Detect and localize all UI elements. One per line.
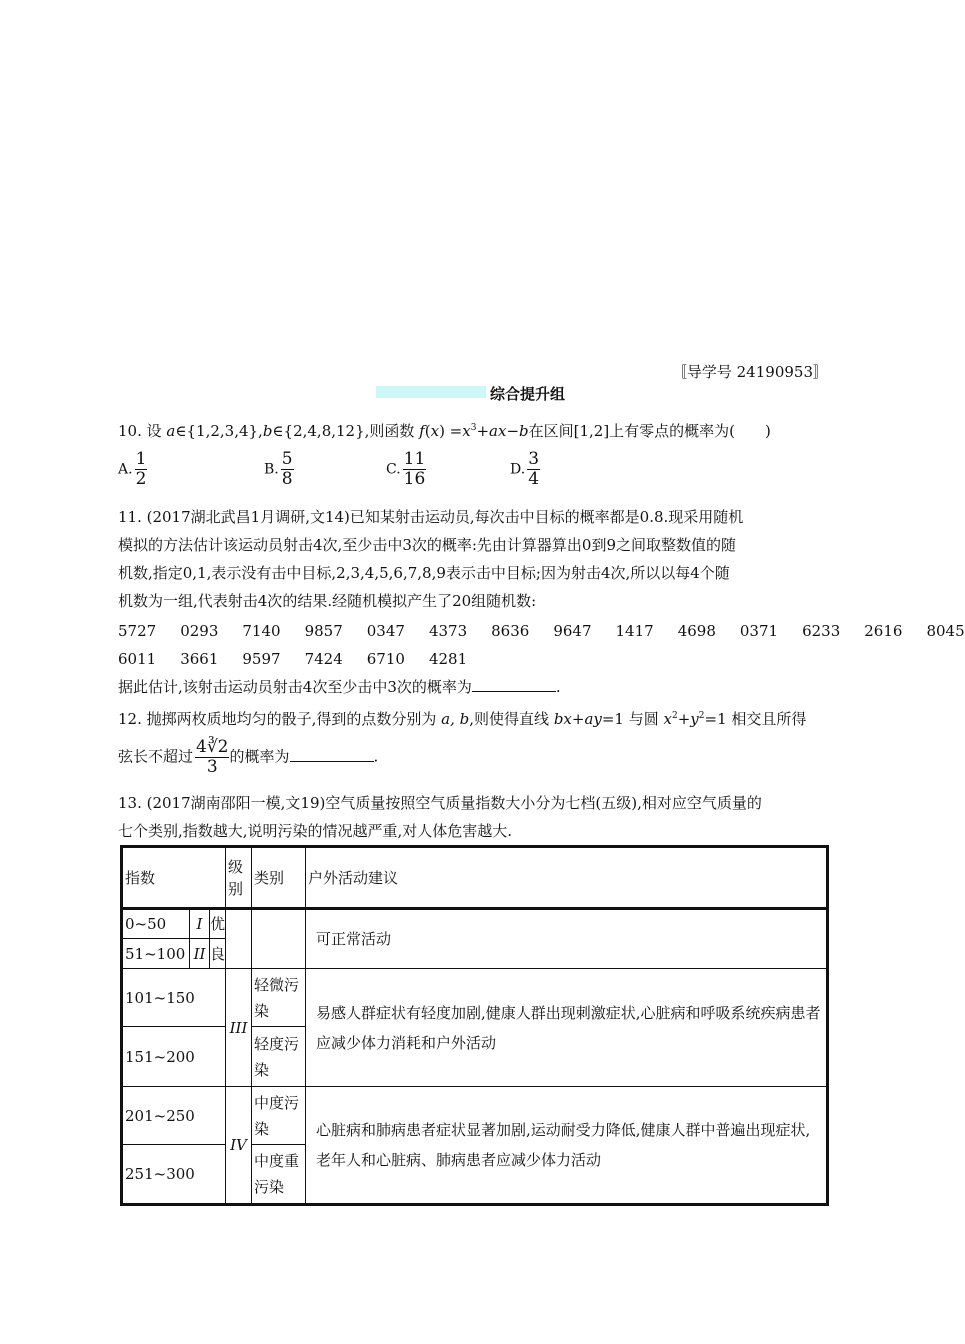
question-11-line-3: 机数,指定0,1,表示没有击中目标,2,3,4,5,6,7,8,9表示击中目标;因为射击4次,所以以每4个随 [118,564,730,582]
index-range: 51~100 [122,939,190,969]
fraction: $\frac{5}{8}$ [281,449,293,489]
question-11-line-2: 模拟的方法估计该运动员射击4次,至少击中3次的概率:先由计算器算出0到9之间取整数值的随 [118,536,736,554]
random-numbers-row-1: 5727 0293 7140 9857 0347 4373 8636 9647 1417 4698 0371 6233 2616 8045 [118,622,965,640]
table-row [122,969,828,1027]
type: 优 [210,909,226,939]
question-12-line-1: 12. 抛掷两枚质地均匀的骰子,得到的点数分别为 a, b,则使得直线 bx+ay=1 与圆 $x^2+y^2=1$ 相交且所得 [118,710,807,728]
index-range: 101~150 [122,969,226,1027]
question-10: 10. 设 a∈{1,2,3,4},b∈{2,4,8,12},则函数 $f(x) =x^3+ax-b$在区间[1,2]上有零点的概率为( ) [118,422,771,440]
answer-blank[interactable] [472,677,556,692]
fraction: $\frac{3}{4}$ [528,449,540,489]
index-range: 201~250 [122,1087,226,1145]
level: I [190,909,210,939]
type: 中度污染 [252,1087,306,1145]
fraction: $\frac{1}{2}$ [135,449,147,489]
header-type: 类别 [252,847,306,909]
fraction: $\frac{11}{16}$ [403,449,426,489]
type: 轻微污染 [252,969,306,1027]
fraction: $\frac{4∛2}{3}$ [196,737,229,777]
level: III [226,969,252,1087]
advice: 易感人群症状有轻度加剧,健康人群出现刺激症状,心脏病和呼吸系统疾病患者应减少体力消耗和户外活动 [306,969,828,1087]
air-quality-table [120,845,829,1206]
table-header-row [122,847,828,909]
question-13-line-2: 七个类别,指数越大,说明污染的情况越严重,对人体危害越大. [118,822,513,840]
option-d: D. $\frac{3}{4}$ [510,449,540,489]
advice: 可正常活动 [306,909,828,969]
section-title: 综合提升组 [490,385,566,403]
index-range: 151~200 [122,1027,226,1087]
index-range: 251~300 [122,1145,226,1205]
type: 轻度污染 [252,1027,306,1087]
question-11-line-4: 机数为一组,代表射击4次的结果.经随机模拟产生了20组随机数: [118,592,537,610]
level: IV [226,1087,252,1205]
option-b: B. $\frac{5}{8}$ [264,449,293,489]
index-range: 0~50 [122,909,190,939]
question-12-line-2: 弦长不超过 $\frac{4∛2}{3}$ 的概率为 . [118,737,379,777]
header-advice: 户外活动建议 [306,847,828,909]
type: 中度重污染 [252,1145,306,1205]
advice: 心脏病和肺病患者症状显著加剧,运动耐受力降低,健康人群中普遍出现症状,老年人和心脏病、肺病患者应减少体力活动 [306,1087,828,1205]
option-c: C. $\frac{11}{16}$ [386,449,426,489]
question-11-conclusion: 据此估计,该射击运动员射击4次至少击中3次的概率为 . [118,678,561,696]
guide-number: 〚导学号 24190953〛 [671,363,828,381]
random-numbers-row-2: 6011 3661 9597 7424 6710 4281 [118,650,468,668]
header-index: 指数 [122,847,226,909]
level: II [190,939,210,969]
table-row [122,1087,828,1145]
header-level: 级别 [226,847,252,909]
answer-blank[interactable] [290,747,374,762]
table-row [122,909,828,939]
type: 良 [210,939,226,969]
section-highlight-bar [376,386,486,398]
option-a: A. $\frac{1}{2}$ [118,449,147,489]
question-11-line-1: 11. (2017湖北武昌1月调研,文14)已知某射击运动员,每次击中目标的概率都是0.8.现采用随机 [118,508,744,526]
question-13-line-1: 13. (2017湖南邵阳一模,文19)空气质量按照空气质量指数大小分为七档(五级),相对应空气质量的 [118,794,762,812]
